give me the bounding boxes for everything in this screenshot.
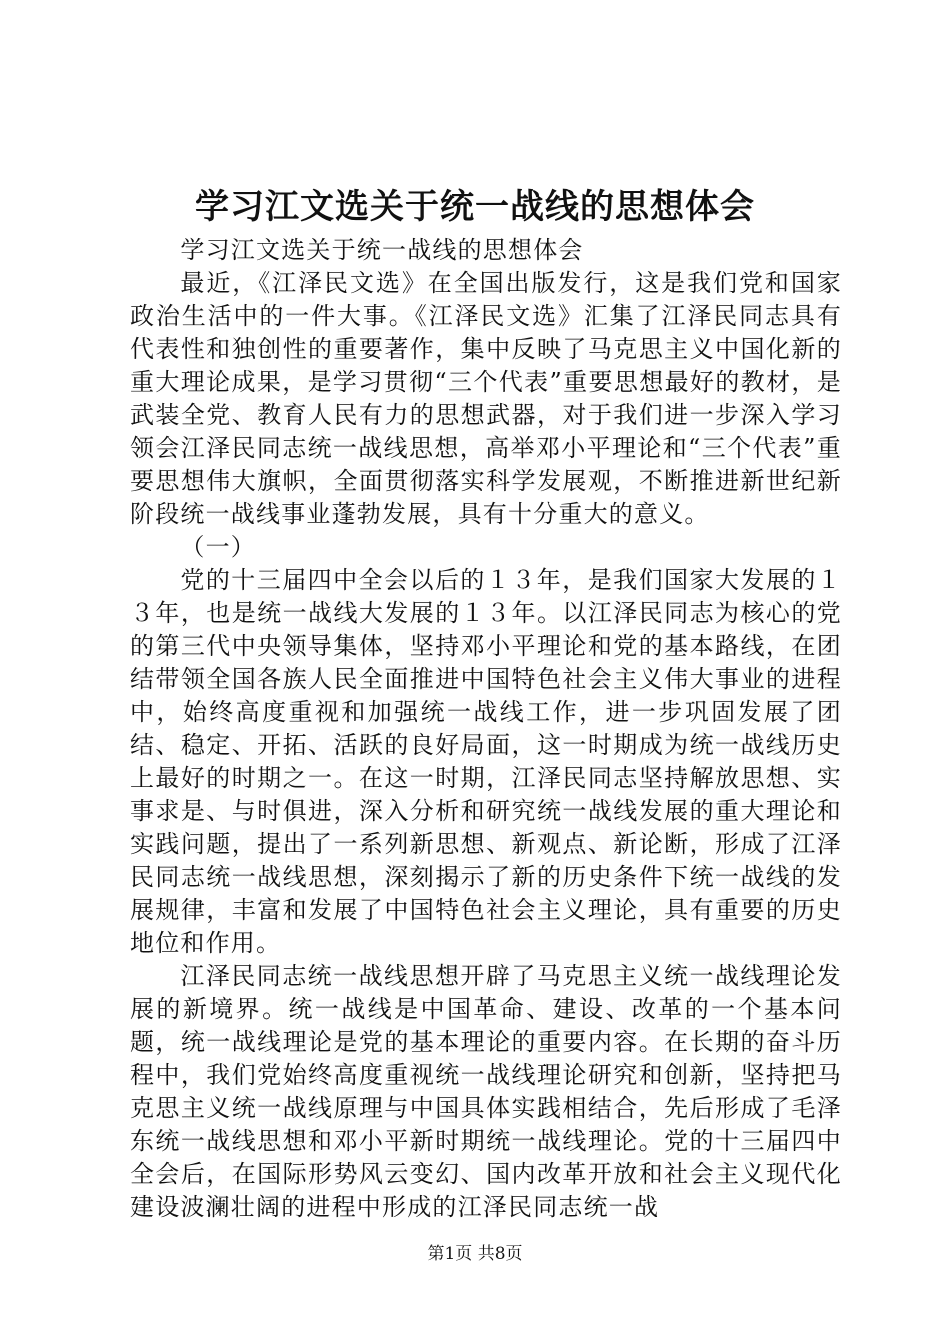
document-title: 学习江文选关于统一战线的思想体会: [195, 187, 755, 227]
paragraph-intro: 最近，《江泽民文选》在全国出版发行，这是我们党和国家政治生活中的一件大事。《江泽民文选》汇集了江泽民同志具有代表性和独创性的重要著作，集中反映了马克思主义中国化新的重大理论成果，是学习贯彻“三个代表”重要思想最好的教材，是武装全党、教育人民有力的思想武器，对于我们进一步深入学习领会江泽民同志统一战线思想，高举邓小平理论和“三个代表”重要思想伟大旗帜，全面贯彻落实科学发展观，不断推进新世纪新阶段统一战线事业蓬勃发展，具有十分重大的意义。: [130, 269, 842, 528]
document-body: [130, 234, 842, 1224]
page-footer: 第1页 共8页: [427, 1244, 523, 1264]
document-subtitle-paragraph: 学习江文选关于统一战线的思想体会: [180, 236, 584, 264]
section-heading-1: （一）: [180, 533, 256, 561]
paragraph-section-2: 江泽民同志统一战线思想开辟了马克思主义统一战线理论发展的新境界。统一战线是中国革命、建设、改革的一个基本问题，统一战线理论是党的基本理论的重要内容。在长期的奋斗历程中，我们党始终高度重视统一战线理论研究和创新，坚持把马克思主义统一战线原理与中国具体实践相结合，先后形成了毛泽东统一战线思想和邓小平新时期统一战线理论。党的十三届四中全会后，在国际形势风云变幻、国内改革开放和社会主义现代化建设波澜壮阔的进程中形成的江泽民同志统一战: [130, 962, 842, 1221]
paragraph-section-1: 党的十三届四中全会以后的１３年，是我们国家大发展的１３年，也是统一战线大发展的１３年。以江泽民同志为核心的党的第三代中央领导集体，坚持邓小平理论和党的基本路线，在团结带领全国各族人民全面推进中国特色社会主义伟大事业的进程中，始终高度重视和加强统一战线工作，进一步巩固发展了团结、稳定、开拓、活跃的良好局面，这一时期成为统一战线历史上最好的时期之一。在这一时期，江泽民同志坚持解放思想、实事求是、与时俱进，深入分析和研究统一战线发展的重大理论和实践问题，提出了一系列新思想、新观点、新论断，形成了江泽民同志统一战线思想，深刻揭示了新的历史条件下统一战线的发展规律，丰富和发展了中国特色社会主义理论，具有重要的历史地位和作用。: [130, 566, 842, 957]
